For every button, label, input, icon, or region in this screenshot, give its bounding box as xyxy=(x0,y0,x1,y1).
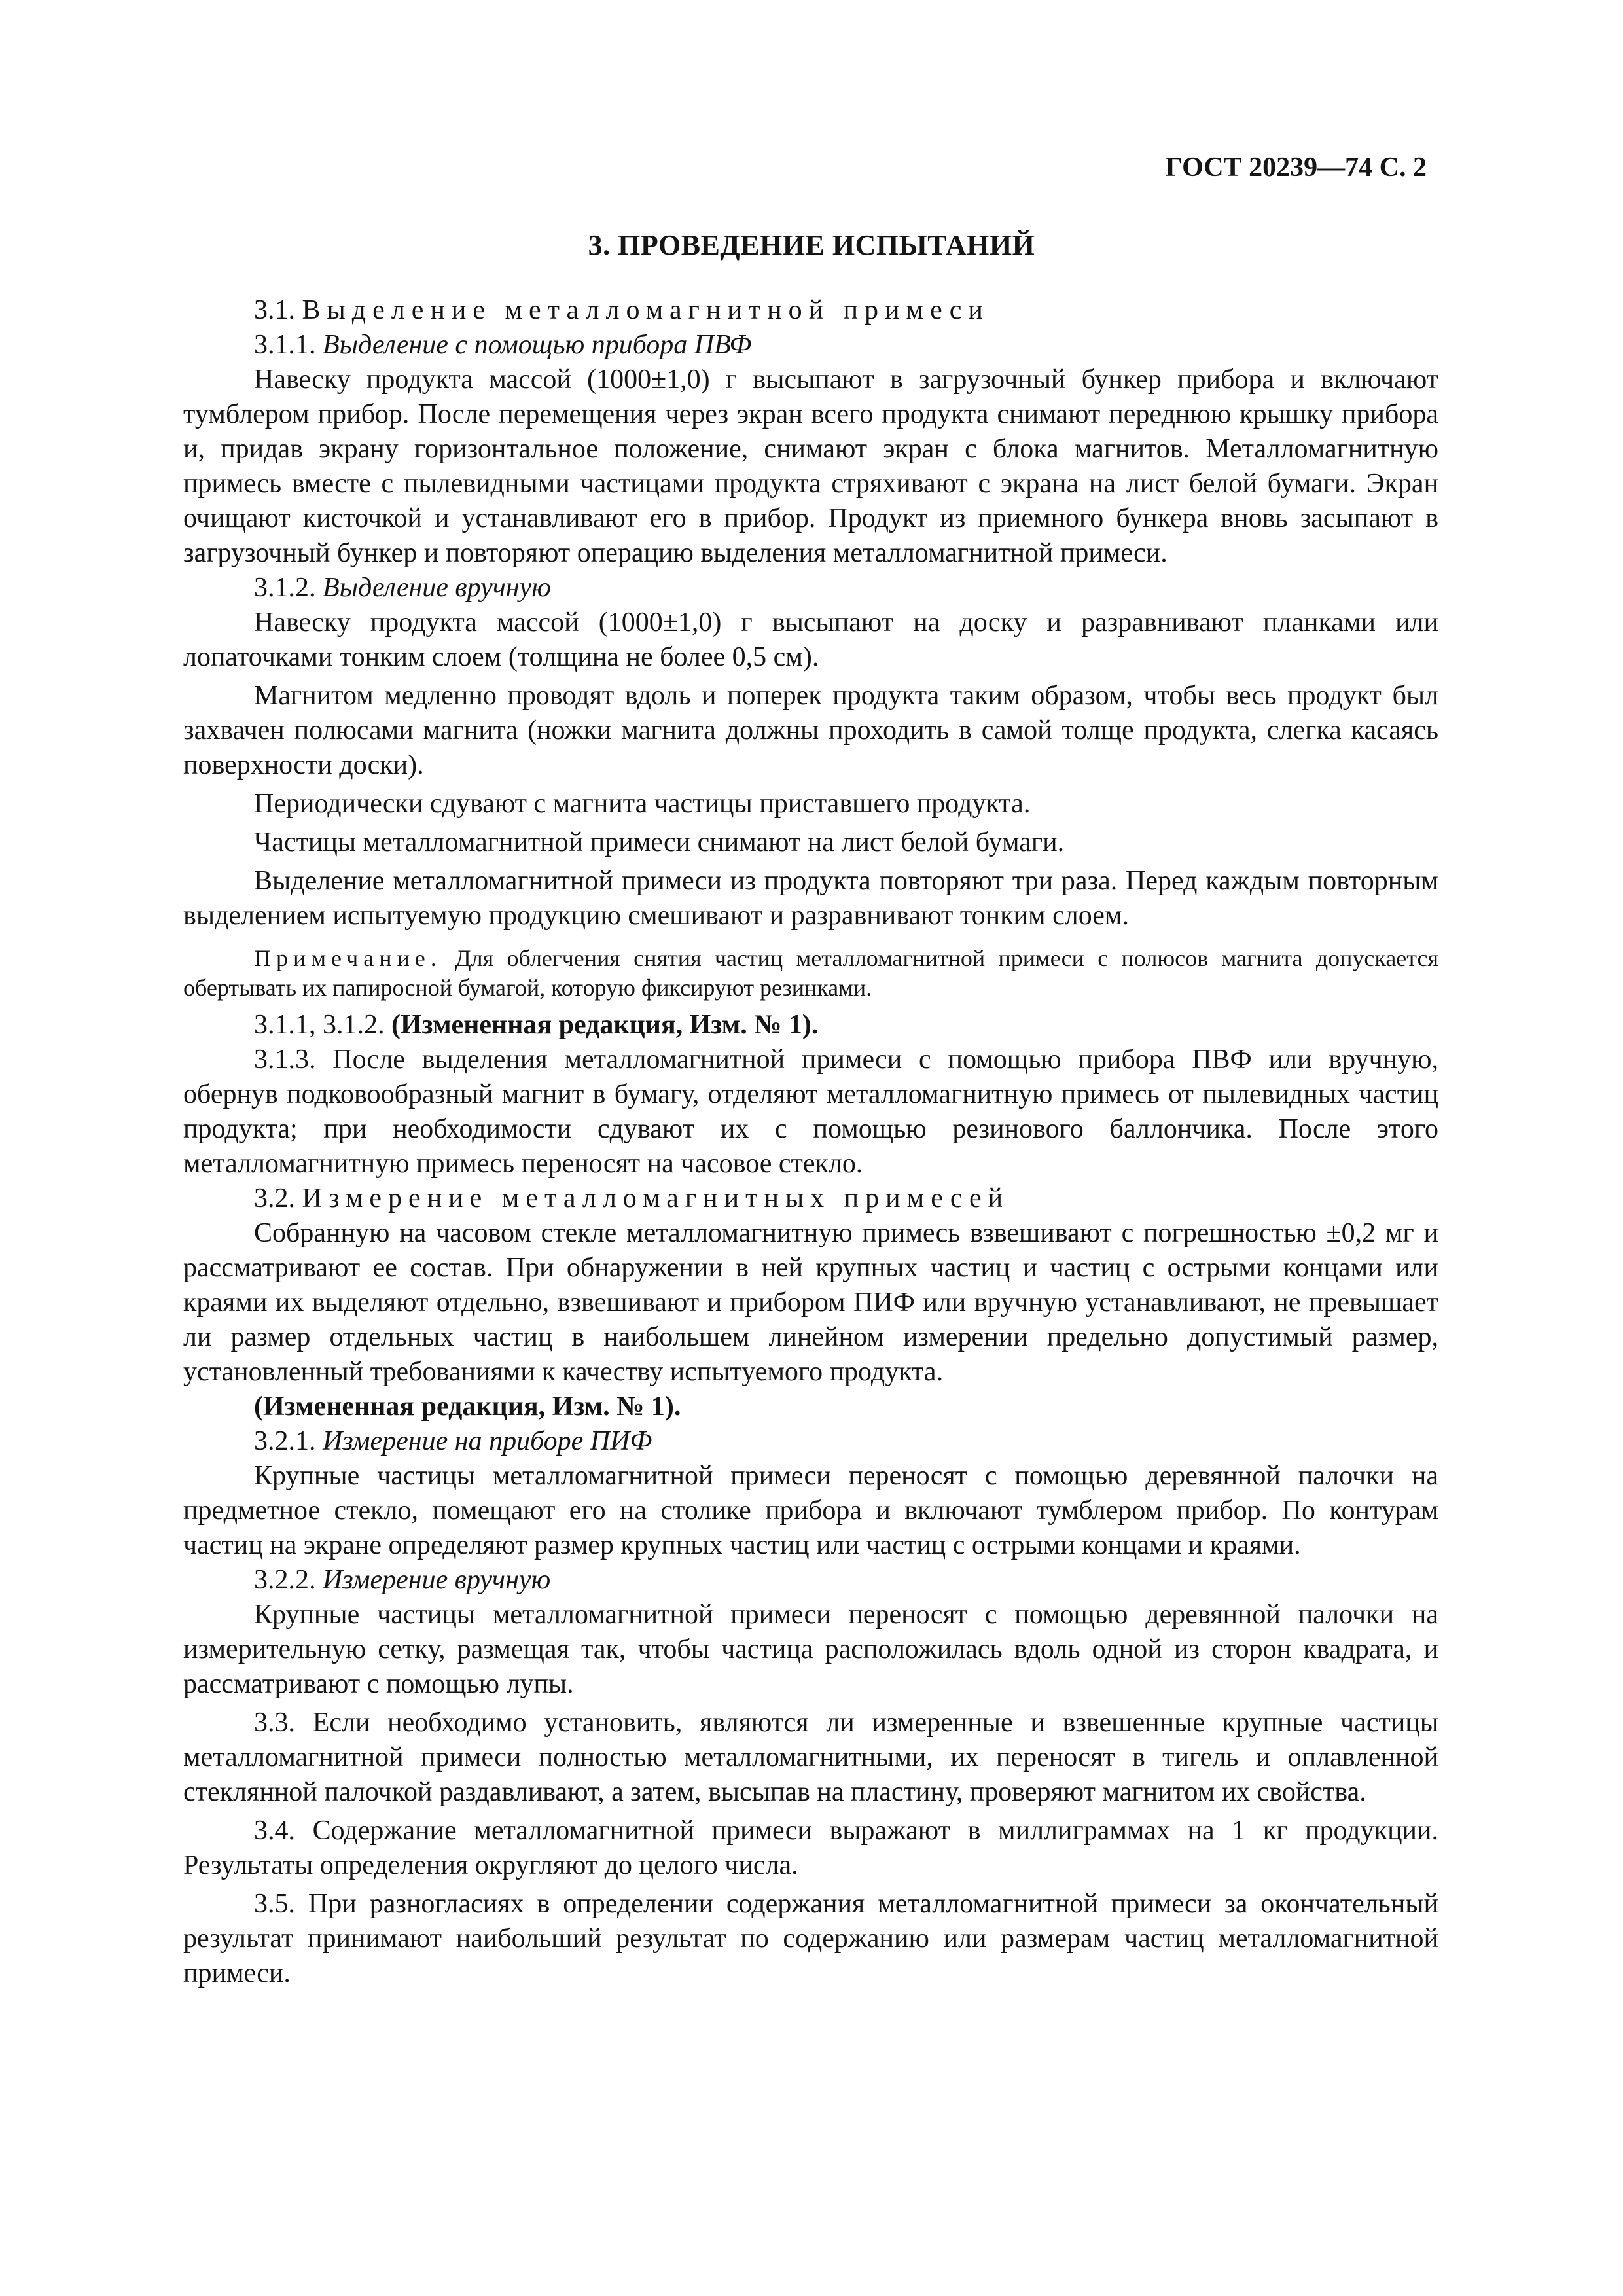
clause-title: Выделение металломагнитной примеси xyxy=(302,295,990,325)
amendment-clauses: 3.1.1, 3.1.2. xyxy=(254,1010,385,1040)
clause-3-1-2-paragraph-4: Частицы металломагнитной примеси снимают на лист белой бумаги. xyxy=(254,827,1065,857)
clause-number: 3.1.2. xyxy=(254,573,316,603)
clause-3-1-2-paragraph-3: Периодически сдувают с магнита частицы приставшего продукта. xyxy=(254,789,1031,819)
document-reference: ГОСТ 20239—74 С. 2 xyxy=(1165,152,1427,183)
note-text: Для облегчения снятия частиц металломагнитной примеси с полюсов магнита допускается обертывать их папиросной бумагой, которую фиксируют резинками. xyxy=(183,945,1438,1001)
clause-3-1-2-paragraph-2: Магнитом медленно проводят вдоль и поперек продукта таким образом, чтобы весь продукт был захвачен полюсами магнита (ножки магнита должны проходить в самой толще продукта, слегка касаясь поверхности доски). xyxy=(183,681,1438,780)
clause-3-1-2-paragraph-1: Навеску продукта массой (1000±1,0) г высыпают на доску и разравнивают планками или лопаточками тонким слоем (толщина не более 0,5 см). xyxy=(183,607,1438,672)
note-label: Примечание. xyxy=(254,945,442,971)
section-title: 3. ПРОВЕДЕНИЕ ИСПЫТАНИЙ xyxy=(588,229,1035,261)
clause-title: Измерение на приборе ПИФ xyxy=(323,1426,652,1456)
clause-3-2-heading xyxy=(183,1181,1438,1216)
clause-3-3-paragraph: 3.3. Если необходимо установить, являются ли измеренные и взвешенные крупные частицы металломагнитной примеси полностью металломагнитными, их переносят в тигель и оплавленной стеклянной палочкой раздавливают, а затем, высыпав на пластину, проверяют магнитом их свойства. xyxy=(183,1708,1438,1807)
clause-3-2-2-paragraph: Крупные частицы металломагнитной примеси переносят с помощью деревянной палочки на измерительную сетку, размещая так, чтобы частица расположилась вдоль одной из сторон квадрата, и рассматривают с помощью лупы. xyxy=(183,1600,1438,1699)
clause-3-2-1-heading xyxy=(183,1424,1438,1459)
document-body xyxy=(183,293,1438,1991)
clause-3-1-1-paragraph: Навеску продукта массой (1000±1,0) г высыпают в загрузочный бункер прибора и включают тумблером прибор. После перемещения через экран всего продукта снимают переднюю крышку прибора и, придав экрану горизонтальное положение, снимают экран с блока магнитов. Металломагнитную примесь вместе с пылевидными частицами продукта стряхивают с экрана на лист белой бумаги. Экран очищают кисточкой и устанавливают его в прибор. Продукт из приемного бункера вновь засыпают в загрузочный бункер и повторяют операцию выделения металломагнитной примеси. xyxy=(183,365,1438,568)
note xyxy=(183,944,1438,1003)
clause-title: Измерение вручную xyxy=(323,1565,551,1595)
clause-3-1-3-paragraph: 3.1.3. После выделения металломагнитной примеси с помощью прибора ПВФ или вручную, обернув подковообразный магнит в бумагу, отделяют металломагнитную примесь от пылевидных частиц продукта; при необходимости сдувают их с помощью резинового баллончика. После этого металломагнитную примесь переносят на часовое стекло. xyxy=(183,1045,1438,1179)
clause-3-5-paragraph: 3.5. При разногласиях в определении содержания металломагнитной примеси за окончательный результат принимают наибольший результат по содержанию или размерам частиц металломагнитной примеси. xyxy=(183,1889,1438,1988)
clause-3-4-paragraph: 3.4. Содержание металломагнитной примеси выражают в миллиграммах на 1 кг продукции. Результаты определения округляют до целого числа. xyxy=(183,1816,1438,1880)
clause-3-1-heading xyxy=(183,293,1438,328)
clause-3-1-2-heading xyxy=(183,571,1438,605)
clause-number: 3.2.1. xyxy=(254,1426,316,1456)
clause-title: Выделение с помощью прибора ПВФ xyxy=(323,330,752,360)
clause-3-2-1-paragraph: Крупные частицы металломагнитной примеси переносят с помощью деревянной палочки на предметное стекло, помещают его на столике прибора и включают тумблером прибор. По контурам частиц на экране определяют размер крупных частиц или частиц с острыми концами и краями. xyxy=(183,1461,1438,1560)
amendment-note-2: (Измененная редакция, Изм. № 1). xyxy=(254,1391,681,1422)
clause-title: Измерение металломагнитных примесей xyxy=(302,1183,1010,1213)
clause-number: 3.1. xyxy=(254,295,295,325)
clause-number: 3.2.2. xyxy=(254,1565,316,1595)
clause-title: Выделение вручную xyxy=(323,573,551,603)
clause-number: 3.2. xyxy=(254,1183,295,1213)
clause-3-1-1-heading xyxy=(183,328,1438,363)
clause-number: 3.1.1. xyxy=(254,330,316,360)
amendment-text: (Измененная редакция, Изм. № 1). xyxy=(391,1010,819,1040)
clause-3-1-2-paragraph-5: Выделение металломагнитной примеси из продукта повторяют три раза. Перед каждым повторным выделением испытуемую продукцию смешивают и разравнивают тонким слоем. xyxy=(183,866,1438,931)
clause-3-2-paragraph: Собранную на часовом стекле металломагнитную примесь взвешивают с погрешностью ±0,2 мг и рассматривают ее состав. При обнаружении в ней крупных частиц и частиц с острыми концами или краями их выделяют отдельно, взвешивают и прибором ПИФ или вручную устанавливают, не превышает ли размер отдельных частиц в наибольшем линейном измерении предельно допустимый размер, установленный требованиями к качеству испытуемого продукта. xyxy=(183,1218,1438,1387)
clause-3-2-2-heading xyxy=(183,1563,1438,1598)
amendment-note-1 xyxy=(183,1008,1438,1043)
